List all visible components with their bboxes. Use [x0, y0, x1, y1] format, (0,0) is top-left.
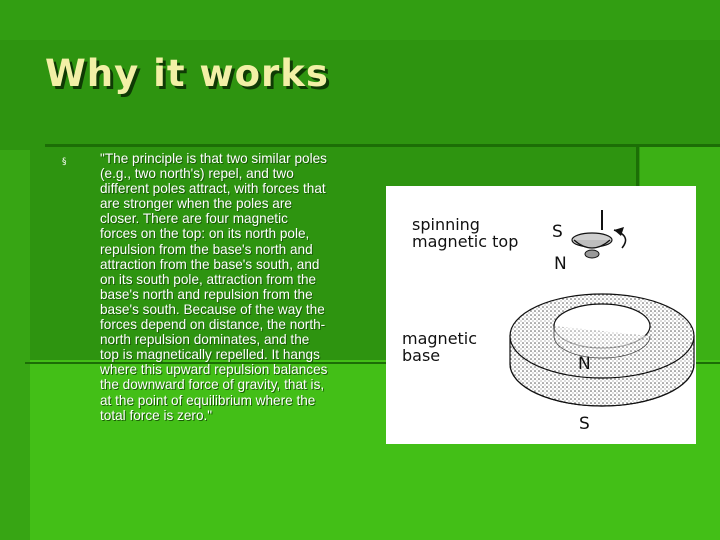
magnetic-base-ring-icon: [510, 294, 694, 406]
slide-title: Why it works: [45, 52, 329, 95]
levitron-diagram: [386, 186, 696, 444]
divider-line-top: [45, 144, 720, 147]
top-pole-s-label: S: [552, 222, 563, 242]
bullet-marker: §: [62, 157, 67, 167]
rotation-arrow-icon: [614, 227, 626, 248]
base-pole-n-label: N: [578, 354, 591, 374]
top-pole-n-label: N: [554, 254, 567, 274]
spinning-top-label: spinning magnetic top: [412, 215, 519, 251]
bullet-text: "The principle is that two similar poles (e.g., two north's) repel, and two different poles attract, with forces that are stronger when the poles are closer. There are four magnetic forces on the top: on its north pole, repulsion from the base's north and attraction from the base's south, and on its south pole, attraction from the base's north and repulsion from the base's south. Because of the way the forces depend on distance, the north- north repulsion dominates, and the top is magnetically repelled. It hangs where this upward repulsion balances the downward force of gravity, that is, at the point of equilibrium where the total force is zero.": [100, 151, 328, 423]
base-pole-s-label: S: [579, 414, 590, 434]
background-band: [0, 0, 720, 40]
background-shade-left: [0, 150, 30, 540]
spinning-top-icon: [572, 210, 612, 258]
magnetic-base-label: magnetic base: [402, 329, 478, 365]
